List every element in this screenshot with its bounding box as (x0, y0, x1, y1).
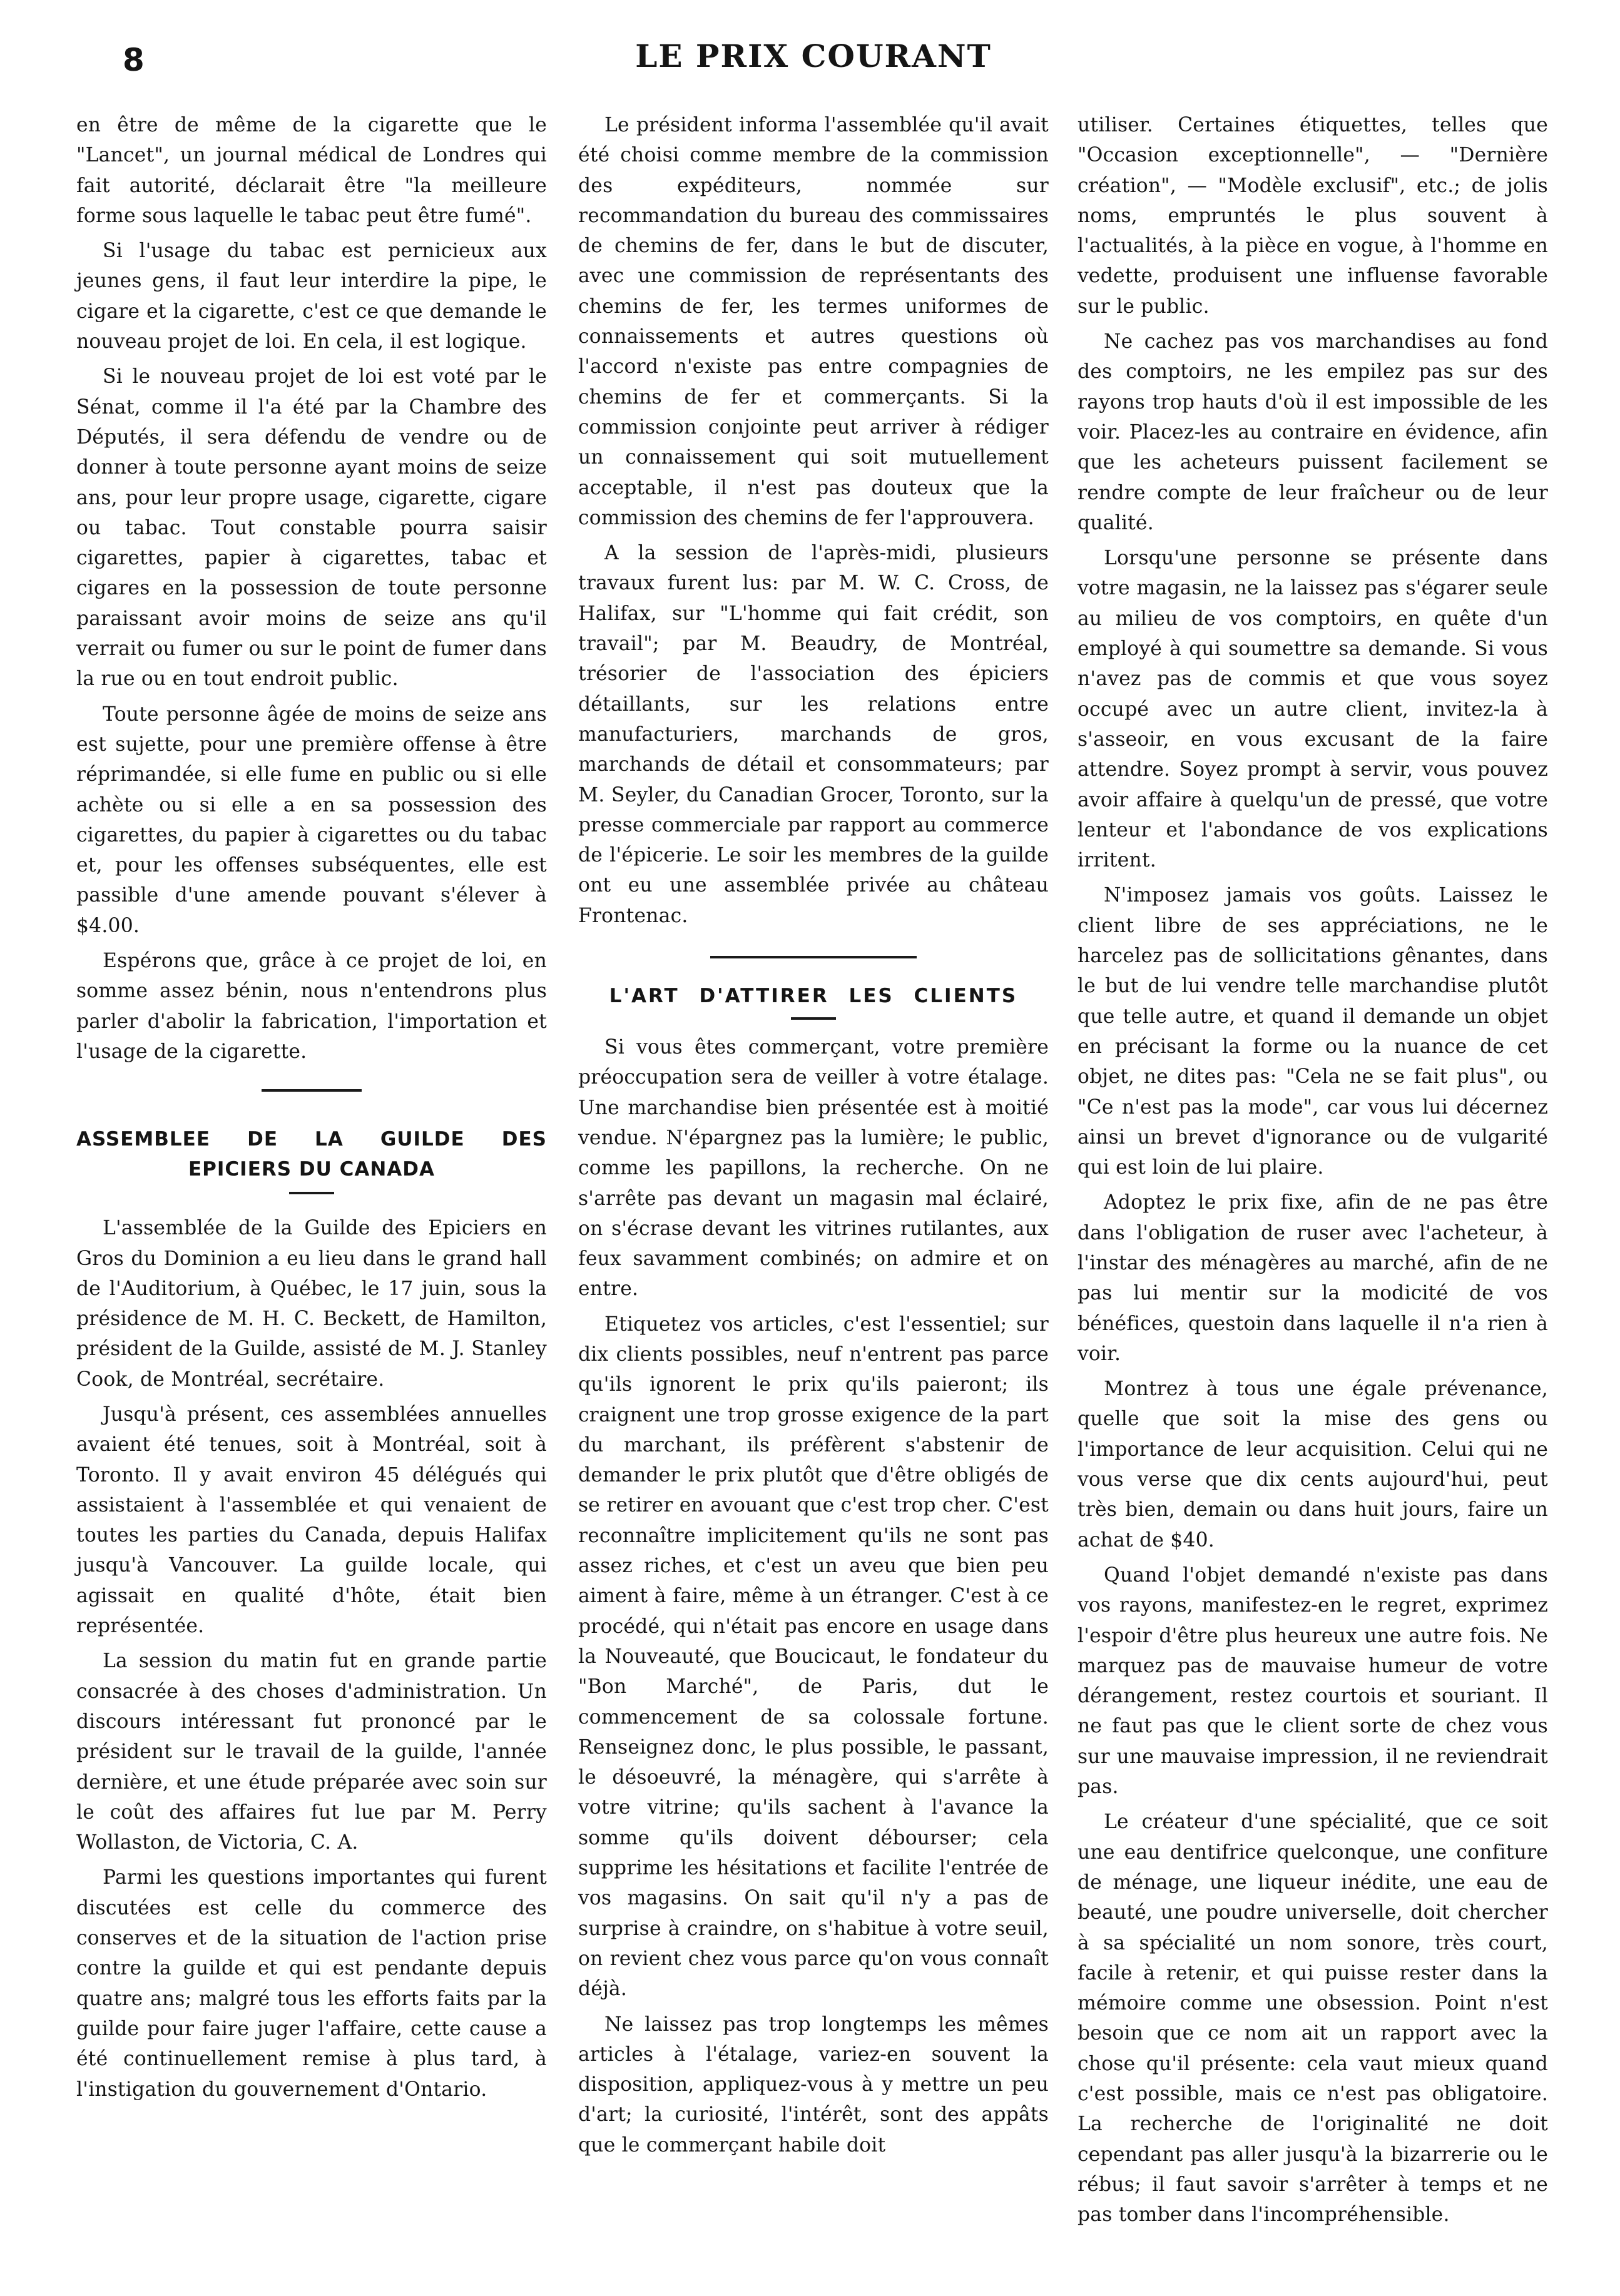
paragraph: utiliser. Certaines étiquettes, telles que "Occasion exceptionnelle", — "Dernière création", — "Modèle exclusif", etc.; de jolis noms, empruntés le plus souvent à l'actualités, à la pièce en vogue, à l'homme en vedette, produisent une influense favorable sur le public. (1077, 114, 1548, 318)
paragraph: Si vous êtes commerçant, votre première préoccupation sera de veiller à votre étalage. Une marchandise bien présentée est à moitié vendue. N'épargnez pas la lumière; le public, comme les papillons, la recherche. On ne s'arrête pas devant un magasin mal éclairé, on s'écrase devant les vitrines rutilantes, aux feux savamment combinés; on admire et on entre. (578, 1036, 1049, 1301)
paragraph: Etiquetez vos articles, c'est l'essentiel; sur dix clients possibles, neuf n'entrent pas parce qu'ils ignorent le prix qu'ils paieront; ils craignent une trop grosse exigence de la part du marchant, ils préfèrent s'abstenir de demander le prix plutôt que d'être obligés de se retirer en avouant que c'est trop cher. C'est reconnaître implicitement qu'ils ne sont pas assez riches, et c'est un aveu que bien peu aiment à faire, même à un étranger. C'est à ce procédé, qui n'était pas encore en usage dans la Nouveauté, que Boucicaut, le fondateur du "Bon Marché", de Paris, dut le commencement de sa colossale fortune. Renseignez donc, le plus possible, le passant, le désoeuvré, la ménagère, qui s'arrête à votre vitrine; qu'ils sachent à l'avance la somme qu'ils doivent débourser; cela supprime les hésitations et facilite l'entrée de vos magasins. On sait qu'il n'y a pas de surprise à craindre, on s'habitue à votre seuil, on revient chez vous parce qu'on vous connaît déjà. (578, 1313, 1049, 2001)
paragraph: Parmi les questions importantes qui furent discutées est celle du commerce des conserves et de la situation de l'action prise contre la guilde et qui est pendante depuis quatre ans; malgré tous les efforts faits par la guilde pour faire juger l'affaire, cette cause a été continuellement remise à plus tard, à l'instigation du gouvernement d'Ontario. (76, 1866, 547, 2101)
section-divider (262, 1089, 362, 1092)
paragraph: A la session de l'après-midi, plusieurs travaux furent lus: par M. W. C. Cross, de Halifax, sur "L'homme qui fait crédit, son travail"; par M. Beaudry, de Montréal, trésorier de l'association des épiciers détaillants, sur les relations entre manufacturiers, marchands de gros, marchands de détail et consommateurs; par M. Seyler, du Canadian Grocer, Toronto, sur la presse commerciale par rapport au commerce de l'épicerie. Le soir les membres de la guilde ont eu une assemblée privée au château Frontenac. (578, 542, 1049, 927)
paragraph: Adoptez le prix fixe, afin de ne pas être dans l'obligation de ruser avec l'acheteur, à l'instar des ménagères au marché, afin de ne pas lui mentir sur la modicité de vos bénéfices, questoin dans laquelle il n'a rien à voir. (1077, 1191, 1548, 1365)
section-heading: L'ART D'ATTIRER LES CLIENTS (609, 985, 1018, 1008)
paragraph: N'imposez jamais vos goûts. Laissez le client libre de ses appréciations, ne le harcelez pas de sollicitations gênantes, dans le but de lui vendre telle marchandise plutôt que telle autre, et quand il demande un objet en précisant la forme ou la nuance de cet objet, ne dites pas: "Cela ne se fait plus", ou "Ce n'est pas la mode", car vous lui décernez ainsi un brevet d'ignorance ou de vulgarité qui est loin de lui plaire. (1077, 884, 1548, 1179)
column-middle (578, 110, 1049, 2160)
paragraph: Le créateur d'une spécialité, que ce soit une eau dentifrice quelconque, une confiture de ménage, une liqueur inédite, une eau de beauté, une poudre universelle, doit chercher à sa spécialité un nom sonore, très court, facile à retenir, et qui puisse rester dans la mémoire comme une obsession. Point n'est besoin que ce nom ait un rapport avec la chose qu'il présente: cela vaut mieux quand c'est possible, mais ce n'est pas obligatoire. La recherche de l'originalité ne doit cependant pas aller jusqu'à la bizarrerie ou le rébus; il faut savoir s'arrêter à temps et ne pas tomber dans l'incompréhensible. (1077, 1811, 1548, 2227)
heading-underline (289, 1192, 334, 1194)
section-heading: EPICIERS DU CANADA (188, 1158, 435, 1181)
paragraph: Quand l'objet demandé n'existe pas dans vos rayons, manifestez-en le regret, exprimez l'espoir d'être plus heureux une autre fois. Ne marquez pas de mauvaise humeur de votre dérangement, restez courtois et souriant. Il ne faut pas que le client sorte de chez vous sur une mauvaise impression, il ne reviendrait pas. (1077, 1563, 1548, 1799)
column-left (76, 110, 547, 2105)
section-heading: ASSEMBLEE DE LA GUILDE DES (76, 1128, 547, 1151)
heading-underline (791, 1017, 836, 1020)
paragraph: Jusqu'à présent, ces assemblées annuelles avaient été tenues, soit à Montréal, soit à Toronto. Il y avait environ 45 délégués qui assistaient à l'assemblée et qui venaient de toutes les parties du Canada, depuis Halifax jusqu'à Vancouver. La guilde locale, qui agissait en qualité d'hôte, était bien représentée. (76, 1403, 547, 1638)
page-number: 8 (123, 42, 145, 78)
paragraph: en être de même de la cigarette que le "Lancet", un journal médical de Londres qui fait autorité, déclarait être "la meilleure forme sous laquelle le tabac peut être fumé". (76, 114, 547, 227)
paragraph: Le président informa l'assemblée qu'il avait été choisi comme membre de la commission des expéditeurs, nommée sur recommandation du bureau des commissaires de chemins de fer, dans le but de discuter, avec une commission de représentants des chemins de fer, les termes uniformes de connaissements et autres questions où l'accord n'existe pas entre compagnies de chemins de fer et commerçants. Si la commission conjointe peut arriver à rédiger un connaissement qui soit mutuellement acceptable, il n'est pas douteux que la commission des chemins de fer l'approuvera. (578, 114, 1049, 529)
page-header (0, 0, 1620, 88)
paragraph: L'assemblée de la Guilde des Epiciers en Gros du Dominion a eu lieu dans le grand hall de l'Auditorium, à Québec, le 17 juin, sous la présidence de M. H. C. Beckett, de Hamilton, président de la Guilde, assisté de M. J. Stanley Cook, de Montréal, secrétaire. (76, 1217, 547, 1391)
column-right (1077, 110, 1548, 2230)
paragraph: Ne laissez pas trop longtemps les mêmes articles à l'étalage, variez-en souvent la disposition, appliquez-vous à y mettre un peu d'art; la curiosité, l'intérêt, sont des appâts que le commerçant habile doit (578, 2013, 1049, 2156)
paragraph: Espérons que, grâce à ce projet de loi, en somme assez bénin, nous n'entendrons plus parler d'abolir la fabrication, l'importation et l'usage de la cigarette. (76, 950, 547, 1063)
journal-title: LE PRIX COURANT (635, 38, 992, 74)
paragraph: Toute personne âgée de moins de seize ans est sujette, pour une première offense à être réprimandée, si elle fume en public ou si elle achète ou si elle a en sa possession des cigarettes, du papier à cigarettes ou du tabac et, pour les offenses subséquentes, elle est passible d'une amende pouvant s'élever à $4.00. (76, 703, 547, 937)
paragraph: Montrez à tous une égale prévenance, quelle que soit la mise des gens ou l'importance de leur acquisition. Celui qui ne vous verse que dix cents aujourd'hui, peut très bien, demain ou dans huit jours, faire un achat de $40. (1077, 1378, 1548, 1552)
paragraph: Lorsqu'une personne se présente dans votre magasin, ne la laissez pas s'égarer seule au milieu de vos comptoirs, en quête d'un employé à qui soumettre sa demande. Si vous n'avez pas de commis et que vous soyez occupé avec un autre client, invitez-la à s'asseoir, en vous excusant de la faire attendre. Soyez prompt à servir, vous pouvez avoir affaire à quelqu'un de pressé, que votre lenteur et l'abondance de vos explications irritent. (1077, 547, 1548, 872)
paragraph: Si l'usage du tabac est pernicieux aux jeunes gens, il faut leur interdire la pipe, le cigare et la cigarette, c'est ce que demande le nouveau projet de loi. En cela, il est logique. (76, 240, 547, 353)
paragraph: La session du matin fut en grande partie consacrée à des choses d'administration. Un discours intéressant fut prononcé par le président sur le travail de la guilde, l'année dernière, et une étude préparée avec soin sur le coût des affaires fut lue par M. Perry Wollaston, de Victoria, C. A. (76, 1650, 547, 1854)
paragraph: Ne cachez pas vos marchandises au fond des comptoirs, ne les empilez pas sur des rayons trop hauts d'où il est impossible de les voir. Placez-les au contraire en évidence, afin que les acheteurs puissent facilement se rendre compte de leur fraîcheur ou de leur qualité. (1077, 330, 1548, 534)
paragraph: Si le nouveau projet de loi est voté par le Sénat, comme il l'a été par la Chambre des Députés, il sera défendu de vendre ou de donner à toute personne ayant moins de seize ans, pour leur propre usage, cigarette, cigare ou tabac. Tout constable pourra saisir cigarettes, papier à cigarettes, tabac et cigares en la possession de toute personne paraissant avoir moins de seize ans qu'il verrait ou fumer ou sur le point de fumer dans la rue ou en tout endroit public. (76, 365, 547, 691)
section-divider (710, 956, 917, 958)
